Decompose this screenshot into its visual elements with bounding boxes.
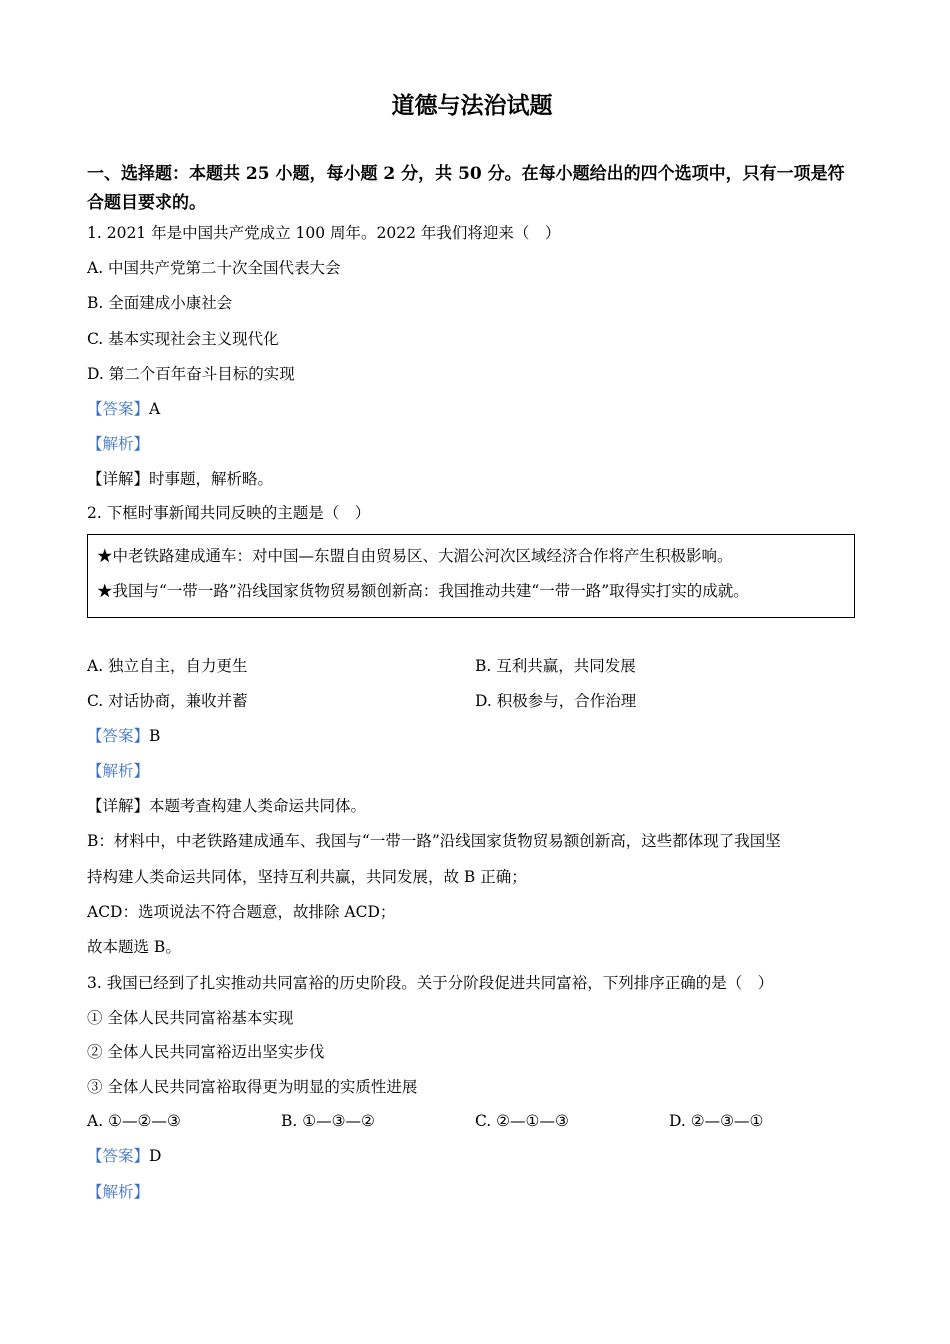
q2-stem: 2. 下框时事新闻共同反映的主题是（ ） bbox=[87, 504, 371, 522]
q2-detail-line: 持构建人类命运共同体，坚持互利共赢，共同发展，故 B 正确； bbox=[87, 868, 527, 886]
q1-analysis-tag: 【解析】 bbox=[87, 435, 150, 453]
q1-answer bbox=[87, 398, 160, 420]
q1-option-d: D. 第二个百年奋斗目标的实现 bbox=[87, 365, 295, 383]
answer-tag: 【答案】 bbox=[87, 400, 150, 418]
answer-tag: 【答案】 bbox=[87, 727, 150, 745]
q3-answer bbox=[87, 1145, 161, 1167]
q1-option-b: B. 全面建成小康社会 bbox=[87, 294, 233, 312]
q3-item: ② 全体人民共同富裕迈出坚实步伐 bbox=[87, 1043, 325, 1061]
q3-option-c: C. ②—①—③ bbox=[475, 1112, 569, 1130]
q2-option-c: C. 对话协商，兼收并蓄 bbox=[87, 692, 248, 710]
q2-analysis-tag: 【解析】 bbox=[87, 762, 150, 780]
q2-option-a: A. 独立自主，自力更生 bbox=[87, 657, 248, 675]
q3-item: ③ 全体人民共同富裕取得更为明显的实质性进展 bbox=[87, 1078, 418, 1096]
answer-value: D bbox=[149, 1147, 162, 1165]
q2-option-d: D. 积极参与，合作治理 bbox=[475, 692, 637, 710]
q3-option-d: D. ②—③—① bbox=[669, 1112, 764, 1130]
q1-option-a: A. 中国共产党第二十次全国代表大会 bbox=[87, 259, 341, 277]
news-item: ★我国与“一带一路”沿线国家货物贸易额创新高：我国推动共建“一带一路”取得实打实的成就。 bbox=[97, 582, 749, 600]
q1-option-c: C. 基本实现社会主义现代化 bbox=[87, 330, 279, 348]
q3-option-b: B. ①—③—② bbox=[281, 1112, 375, 1130]
q3-item: ① 全体人民共同富裕基本实现 bbox=[87, 1009, 294, 1027]
answer-tag: 【答案】 bbox=[87, 1147, 150, 1165]
q3-stem: 3. 我国已经到了扎实推动共同富裕的历史阶段。关于分阶段促进共同富裕，下列排序正确的是（ ） bbox=[87, 974, 774, 992]
news-box bbox=[87, 534, 855, 618]
answer-value: B bbox=[149, 727, 161, 745]
news-item: ★中老铁路建成通车：对中国—东盟自由贸易区、大湄公河次区域经济合作将产生积极影响。 bbox=[97, 547, 733, 565]
q2-option-b: B. 互利共赢，共同发展 bbox=[475, 657, 636, 675]
page-title: 道德与法治试题 bbox=[391, 92, 553, 119]
q3-analysis-tag: 【解析】 bbox=[87, 1183, 150, 1201]
q2-detail-line: ACD：选项说法不符合题意，故排除 ACD； bbox=[87, 903, 396, 921]
q2-detail-line: 【详解】本题考查构建人类命运共同体。 bbox=[87, 797, 367, 815]
q2-answer bbox=[87, 725, 160, 747]
answer-value: A bbox=[149, 400, 161, 418]
q1-stem: 1. 2021 年是中国共产党成立 100 周年。2022 年我们将迎来（ ） bbox=[87, 224, 561, 242]
section-heading: 一、选择题：本题共 25 小题，每小题 2 分，共 50 分。在每小题给出的四个选项中，只有一项是符合题目要求的。 bbox=[87, 164, 845, 213]
q3-option-a: A. ①—②—③ bbox=[87, 1112, 181, 1130]
q2-detail-line: B：材料中，中老铁路建成通车、我国与“一带一路”沿线国家货物贸易额创新高，这些都体现了我国坚 bbox=[87, 832, 781, 850]
q2-detail-line: 故本题选 B。 bbox=[87, 938, 181, 956]
q1-detail: 【详解】时事题，解析略。 bbox=[87, 470, 274, 488]
